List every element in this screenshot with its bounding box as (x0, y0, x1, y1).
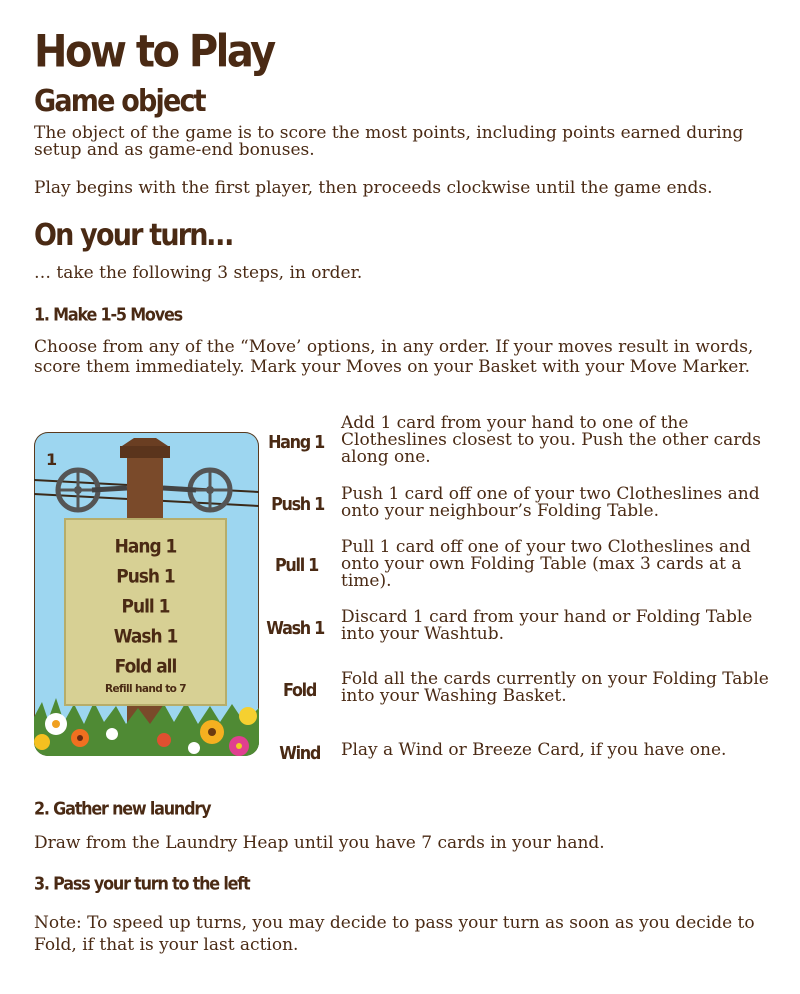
action-label-pull: Pull 1 (275, 554, 318, 576)
card-number: 1 (46, 450, 58, 469)
card-sign (64, 518, 227, 706)
action-desc-wind: Play a Wind or Breeze Card, if you have one. (341, 740, 727, 760)
move-card-illustration (34, 432, 259, 756)
action-label-wash: Wash 1 (266, 617, 324, 639)
action-desc-push: Push 1 card off one of your two Clotheslines and onto your neighbour’s Folding Table. (341, 484, 760, 521)
action-desc-wash: Discard 1 card from your hand or Folding Table into your Washtub. (341, 607, 753, 644)
card-line-fold: Fold all (114, 655, 177, 679)
card-line-hang: Hang 1 (114, 535, 177, 559)
card-line-wash: Wash 1 (113, 625, 178, 649)
game-object-heading: Game object (34, 84, 205, 119)
card-line-push: Push 1 (116, 565, 175, 589)
action-label-wind: Wind (279, 742, 320, 764)
step-1-heading: 1. Make 1-5 Moves (34, 304, 182, 325)
step-2-paragraph: Draw from the Laundry Heap until you have 7 cards in your hand. (34, 833, 605, 853)
action-desc-hang: Add 1 card from your hand to one of the Clotheslines closest to you. Push the other cards along one. (341, 413, 761, 467)
step-2-heading: 2. Gather new laundry (34, 798, 211, 819)
card-line-pull: Pull 1 (121, 595, 170, 619)
action-label-fold: Fold (282, 679, 316, 701)
step-3-note: Note: To speed up turns, you may decide to pass your turn as soon as you decide to Fold, if that is your last action. (34, 913, 755, 955)
card-refill-line: Refill hand to 7 (104, 683, 187, 695)
action-desc-fold: Fold all the cards currently on your Folding Table into your Washing Basket. (341, 669, 769, 706)
game-object-paragraph-2: Play begins with the first player, then proceeds clockwise until the game ends. (34, 178, 713, 198)
step-1-paragraph: Choose from any of the “Move’ options, in any order. If your moves result in words, score them immediately. Mark your Moves on your Basket with your Move Marker. (34, 337, 754, 377)
on-your-turn-heading: On your turn… (34, 218, 232, 253)
action-label-push: Push 1 (271, 493, 324, 515)
game-object-paragraph-1: The object of the game is to score the most points, including points earned during setup and as game-end bonuses. (34, 123, 744, 160)
action-desc-pull: Pull 1 card off one of your two Clotheslines and onto your own Folding Table (max 3 cards at a time). (341, 537, 751, 591)
action-label-hang: Hang 1 (268, 431, 324, 453)
turn-intro: … take the following 3 steps, in order. (34, 263, 363, 283)
page-title: How to Play (34, 26, 274, 78)
left-pulley-icon (58, 470, 127, 510)
step-3-heading: 3. Pass your turn to the left (34, 873, 250, 894)
